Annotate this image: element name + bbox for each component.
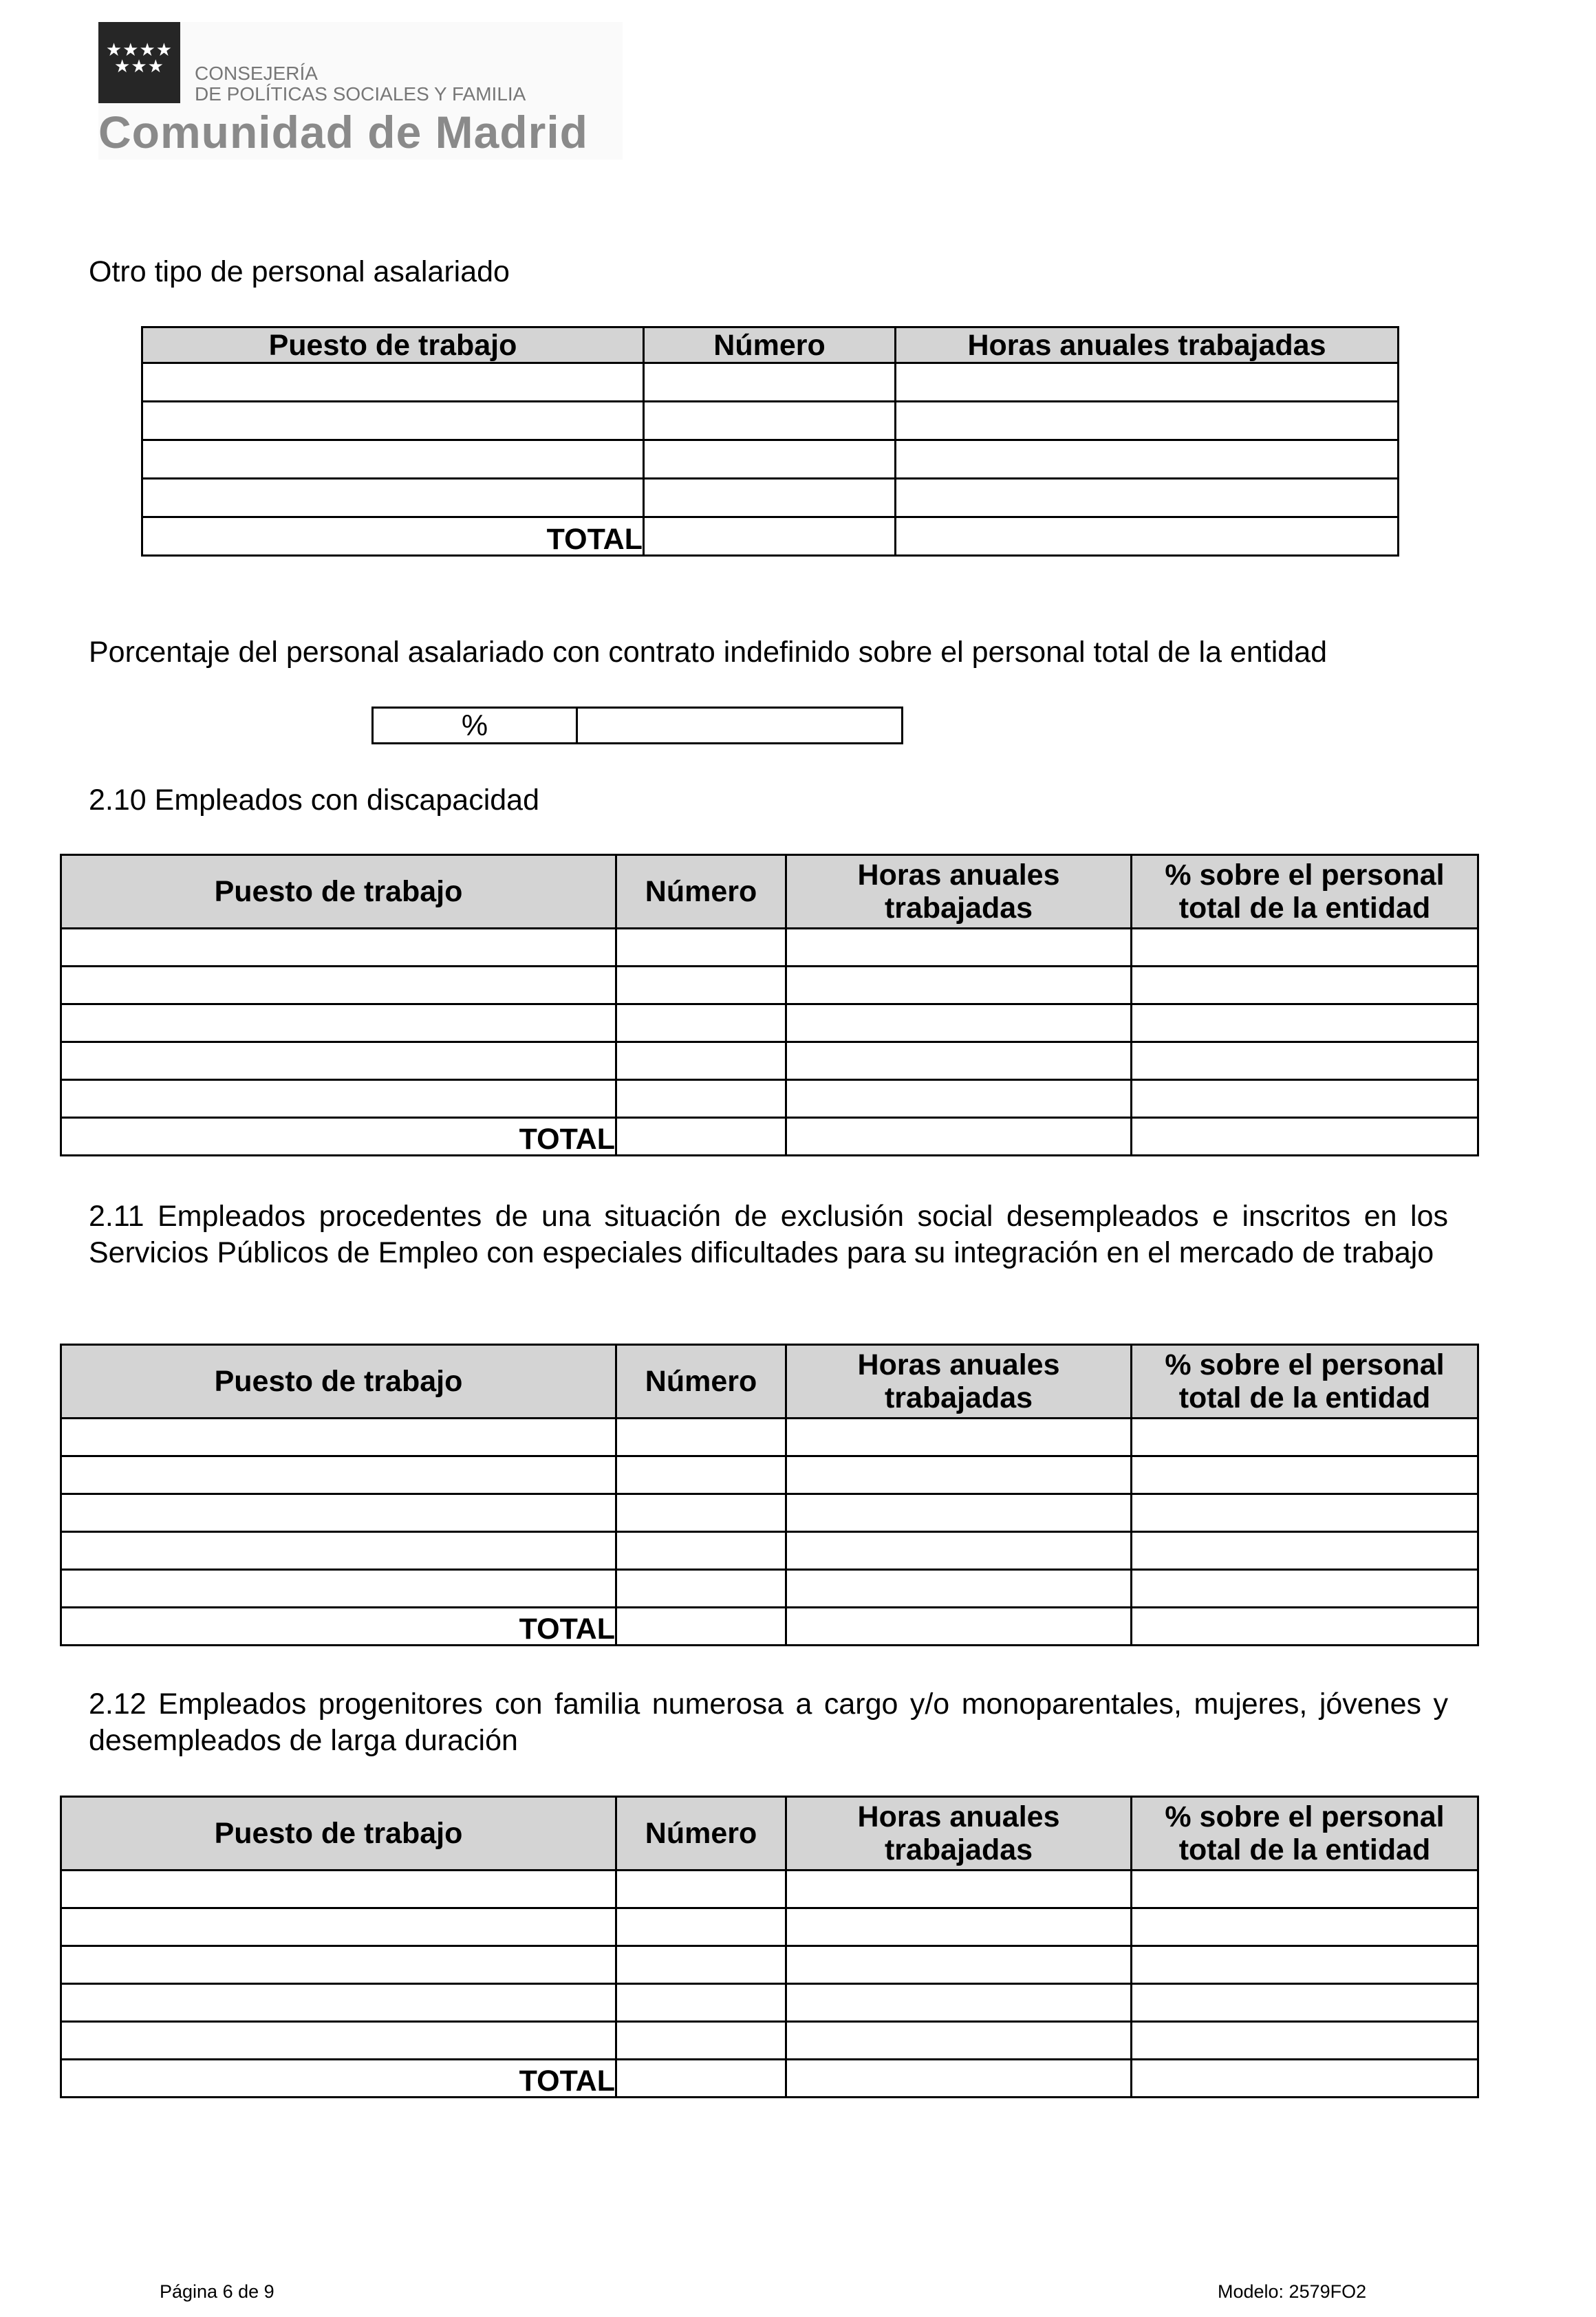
table-cell[interactable] bbox=[616, 929, 786, 967]
table-cell[interactable] bbox=[61, 1532, 616, 1570]
table-cell[interactable] bbox=[61, 1570, 616, 1608]
table-cell[interactable] bbox=[61, 1004, 616, 1042]
logo-department bbox=[195, 63, 526, 105]
table-cell[interactable] bbox=[786, 967, 1132, 1004]
table-cell[interactable] bbox=[616, 1984, 786, 2022]
table-cell[interactable] bbox=[142, 440, 644, 479]
table-row bbox=[61, 2022, 1478, 2060]
table-cell[interactable] bbox=[896, 363, 1399, 402]
table-cell[interactable] bbox=[644, 363, 896, 402]
table-cell[interactable] bbox=[786, 1608, 1132, 1646]
header-porcentaje: % sobre el personal total de la entidad bbox=[1132, 855, 1478, 929]
table-cell[interactable] bbox=[786, 1456, 1132, 1494]
table-cell[interactable] bbox=[1132, 2022, 1478, 2060]
table-cell[interactable] bbox=[616, 2022, 786, 2060]
header-horas: Horas anuales trabajadas bbox=[786, 1345, 1132, 1419]
header-puesto: Puesto de trabajo bbox=[142, 327, 644, 363]
table-row bbox=[61, 1608, 1478, 1646]
table-row bbox=[61, 2060, 1478, 2098]
stars-emblem: ★★★★ ★★★ bbox=[98, 22, 180, 103]
table-row bbox=[61, 1494, 1478, 1532]
table-cell[interactable] bbox=[786, 1532, 1132, 1570]
table-cell[interactable] bbox=[786, 2022, 1132, 2060]
table-row bbox=[61, 1871, 1478, 1908]
table-cell[interactable] bbox=[786, 1946, 1132, 1984]
table-cell[interactable] bbox=[786, 1908, 1132, 1946]
table-cell[interactable] bbox=[61, 1494, 616, 1532]
header-horas: Horas anuales trabajadas bbox=[896, 327, 1399, 363]
table-cell[interactable] bbox=[61, 1984, 616, 2022]
table-row bbox=[61, 1118, 1478, 1156]
table-cell[interactable] bbox=[1132, 1419, 1478, 1456]
logo-line1: CONSEJERÍA bbox=[195, 63, 318, 84]
table-cell[interactable] bbox=[61, 1908, 616, 1946]
table-cell[interactable] bbox=[786, 1080, 1132, 1118]
table-cell[interactable] bbox=[644, 440, 896, 479]
table-cell[interactable] bbox=[61, 1946, 616, 1984]
table-cell[interactable] bbox=[786, 1570, 1132, 1608]
model-number: Modelo: 2579FO2 bbox=[1218, 2281, 1367, 2302]
table-cell[interactable] bbox=[61, 1419, 616, 1456]
header-puesto: Puesto de trabajo bbox=[61, 855, 616, 929]
table-cell[interactable] bbox=[1132, 1004, 1478, 1042]
header-numero: Número bbox=[616, 855, 786, 929]
table-row bbox=[61, 1984, 1478, 2022]
table-cell[interactable] bbox=[616, 1871, 786, 1908]
table-cell[interactable] bbox=[61, 1042, 616, 1080]
table-row bbox=[61, 1004, 1478, 1042]
table-row bbox=[61, 1080, 1478, 1118]
table-cell[interactable] bbox=[1132, 1042, 1478, 1080]
table-cell[interactable] bbox=[616, 1494, 786, 1532]
table-row bbox=[61, 1042, 1478, 1080]
table-cell[interactable] bbox=[616, 2060, 786, 2098]
table-cell[interactable] bbox=[786, 1042, 1132, 1080]
table-cell[interactable] bbox=[616, 1419, 786, 1456]
total-label: TOTAL bbox=[142, 517, 644, 556]
table-cell[interactable] bbox=[616, 1042, 786, 1080]
table-cell[interactable] bbox=[786, 1494, 1132, 1532]
header-row bbox=[61, 1345, 1478, 1419]
table-row bbox=[142, 479, 1399, 517]
total-label: TOTAL bbox=[61, 2060, 616, 2098]
table-cell[interactable] bbox=[616, 1004, 786, 1042]
table-row bbox=[61, 967, 1478, 1004]
table-cell[interactable] bbox=[1132, 1871, 1478, 1908]
header-numero: Número bbox=[644, 327, 896, 363]
porcentaje-label: Porcentaje del personal asalariado con contrato indefinido sobre el personal total de la entidad bbox=[89, 636, 1328, 669]
header-numero: Número bbox=[616, 1797, 786, 1871]
table-cell[interactable] bbox=[786, 929, 1132, 967]
header-horas: Horas anuales trabajadas bbox=[786, 855, 1132, 929]
table-cell[interactable] bbox=[616, 1118, 786, 1156]
table-row bbox=[142, 517, 1399, 556]
header-horas: Horas anuales trabajadas bbox=[786, 1797, 1132, 1871]
table-cell[interactable] bbox=[786, 1118, 1132, 1156]
comunidad-de-madrid-logo bbox=[98, 22, 623, 160]
table-cell[interactable] bbox=[644, 517, 896, 556]
table-cell[interactable] bbox=[61, 967, 616, 1004]
table-row bbox=[142, 363, 1399, 402]
table-cell[interactable] bbox=[1132, 1570, 1478, 1608]
logo-line2: DE POLÍTICAS SOCIALES Y FAMILIA bbox=[195, 83, 526, 105]
table-row bbox=[142, 402, 1399, 440]
discapacidad-table bbox=[60, 854, 1479, 1156]
percent-input[interactable] bbox=[577, 708, 903, 744]
table-cell[interactable] bbox=[1132, 929, 1478, 967]
table-cell[interactable] bbox=[616, 1080, 786, 1118]
table-cell[interactable] bbox=[896, 402, 1399, 440]
table-cell[interactable] bbox=[1132, 1118, 1478, 1156]
table-row bbox=[61, 1532, 1478, 1570]
table-cell[interactable] bbox=[644, 402, 896, 440]
header-numero: Número bbox=[616, 1345, 786, 1419]
table-cell[interactable] bbox=[1132, 967, 1478, 1004]
table-cell[interactable] bbox=[61, 1871, 616, 1908]
table-cell[interactable] bbox=[61, 2022, 616, 2060]
table-cell[interactable] bbox=[786, 1419, 1132, 1456]
percent-symbol: % bbox=[373, 708, 577, 744]
table-row bbox=[142, 440, 1399, 479]
table-cell[interactable] bbox=[616, 1908, 786, 1946]
table-cell[interactable] bbox=[896, 440, 1399, 479]
table-cell[interactable] bbox=[1132, 1456, 1478, 1494]
section-title-2-10: 2.10 Empleados con discapacidad bbox=[89, 784, 539, 817]
section-title-2-11: 2.11 Empleados procedentes de una situación de exclusión social desempleados e inscritos en los Servicios Públicos de Empleo con especiales dificultades para su integración en el mercado de trabajo bbox=[89, 1200, 1448, 1269]
table-cell[interactable] bbox=[61, 929, 616, 967]
table-cell[interactable] bbox=[616, 967, 786, 1004]
table-row bbox=[61, 1908, 1478, 1946]
table-cell[interactable] bbox=[616, 1532, 786, 1570]
table-cell[interactable] bbox=[1132, 1080, 1478, 1118]
progenitores-table bbox=[60, 1796, 1479, 2098]
header-porcentaje: % sobre el personal total de la entidad bbox=[1132, 1797, 1478, 1871]
table-cell[interactable] bbox=[644, 479, 896, 517]
table-cell[interactable] bbox=[1132, 2060, 1478, 2098]
table-cell[interactable] bbox=[142, 479, 644, 517]
logo-name: Comunidad de Madrid bbox=[98, 107, 588, 158]
table-cell[interactable] bbox=[786, 1984, 1132, 2022]
table-cell[interactable] bbox=[142, 363, 644, 402]
exclusion-social-table bbox=[60, 1344, 1479, 1646]
total-label: TOTAL bbox=[61, 1608, 616, 1646]
table-cell[interactable] bbox=[142, 402, 644, 440]
section-title-2-12: 2.12 Empleados progenitores con familia numerosa a cargo y/o monoparentales, mujeres, jóvenes y desempleados de larga duración bbox=[89, 1688, 1448, 1757]
table-row bbox=[61, 1419, 1478, 1456]
page-number: Página 6 de 9 bbox=[160, 2281, 274, 2302]
table-cell[interactable] bbox=[616, 1608, 786, 1646]
table-row bbox=[61, 1456, 1478, 1494]
porcentaje-box bbox=[371, 707, 903, 744]
table-cell[interactable] bbox=[896, 479, 1399, 517]
table-cell[interactable] bbox=[61, 1456, 616, 1494]
table-row bbox=[61, 1946, 1478, 1984]
header-puesto: Puesto de trabajo bbox=[61, 1797, 616, 1871]
table-cell[interactable] bbox=[616, 1570, 786, 1608]
table-cell[interactable] bbox=[1132, 1946, 1478, 1984]
table-cell[interactable] bbox=[616, 1946, 786, 1984]
table-cell[interactable] bbox=[786, 1004, 1132, 1042]
header-puesto: Puesto de trabajo bbox=[61, 1345, 616, 1419]
total-label: TOTAL bbox=[61, 1118, 616, 1156]
table-cell[interactable] bbox=[1132, 1908, 1478, 1946]
table-cell[interactable] bbox=[61, 1080, 616, 1118]
table-cell[interactable] bbox=[1132, 1608, 1478, 1646]
table-row bbox=[61, 1570, 1478, 1608]
table-row bbox=[61, 929, 1478, 967]
header-row bbox=[61, 1797, 1478, 1871]
table-cell[interactable] bbox=[786, 1871, 1132, 1908]
header-row bbox=[61, 855, 1478, 929]
table-cell[interactable] bbox=[896, 517, 1399, 556]
table-cell[interactable] bbox=[1132, 1984, 1478, 2022]
section-title-otro: Otro tipo de personal asalariado bbox=[89, 255, 510, 288]
otro-personal-table bbox=[141, 326, 1399, 557]
header-porcentaje: % sobre el personal total de la entidad bbox=[1132, 1345, 1478, 1419]
table-cell[interactable] bbox=[786, 2060, 1132, 2098]
table-cell[interactable] bbox=[1132, 1494, 1478, 1532]
table-cell[interactable] bbox=[1132, 1532, 1478, 1570]
table-cell[interactable] bbox=[616, 1456, 786, 1494]
